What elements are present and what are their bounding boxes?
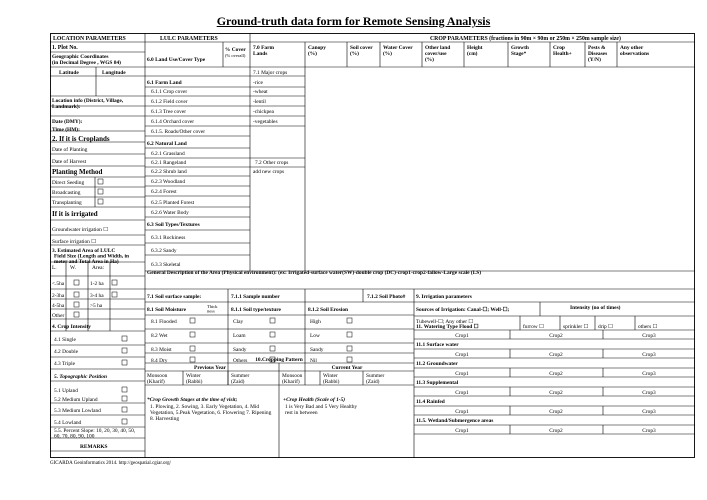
transplanting-label: Transplanting: [52, 200, 82, 206]
soil-checkbox[interactable]: [190, 357, 195, 362]
soil-texture-option-1: Clay: [233, 319, 244, 325]
topo-lowland-label: 5.4 Lowland: [54, 420, 82, 426]
crop-column-header-10: Any other observations: [620, 45, 650, 57]
major-crop-4: -chickpea: [253, 109, 274, 115]
date-of-planting-label: Date of Planting: [52, 147, 88, 153]
watering-type-flood[interactable]: 11. Watering Type Flood ☐: [416, 324, 479, 330]
percent-cover-label: % Cover: [225, 47, 246, 53]
irrigation-crop3-6: Crop3: [642, 428, 656, 434]
size-1-2-label: 1-2 ha: [90, 281, 104, 287]
size-lt-05-label: <.5ha: [52, 281, 65, 287]
lulc-item-1: 6.1 Farm Land: [147, 80, 182, 86]
season-cell-6: Summer (Zaid): [366, 373, 385, 385]
irrigation-crop3-4: Crop3: [642, 390, 656, 396]
lulc-parameters-header: LULC PARAMETERS: [160, 36, 218, 42]
major-crops-label: 7.1 Major crops: [253, 70, 288, 76]
lulc-item-10: 6.2.2 Shrub land: [151, 169, 187, 175]
area-width-label: W.: [70, 265, 76, 271]
other-crops-label: 7.2 Other crops: [255, 160, 289, 166]
soil-checkbox[interactable]: [347, 357, 352, 362]
croplands-heading: 2. If it is Croplands: [52, 135, 110, 143]
soil-checkbox[interactable]: [347, 346, 352, 351]
planting-method-heading: Planting Method: [52, 168, 103, 176]
crop-intensity-label: 4. Crop Intensity: [52, 324, 91, 330]
growth-stages-legend-title: *Crop Growth Stages at the time of visit;: [147, 397, 238, 403]
footer-credit: GICARDA Geoinformatics 2014. http://geospatial.cgiar.org/: [50, 461, 172, 466]
topo-medium-upland-label: 5.2 Medium Upland: [54, 397, 98, 403]
irrigation-sources-label[interactable]: Sources of Irrigation: Canal-☐; Well-☐;: [416, 307, 510, 313]
topo-checkboxes[interactable]: [122, 387, 127, 424]
crop-column-header-7: Growth Stage*: [511, 45, 529, 57]
size-3-4-label: 3-4 ha: [90, 293, 104, 299]
soil-checkbox[interactable]: [270, 318, 275, 323]
location-info-label: Location info (District, Village, Landmark):: [52, 98, 124, 110]
crop-health-legend-text: 1 is Very Bad and 5 Very Healthy: [285, 404, 358, 410]
lulc-item-2: 6.1.1 Crop cover: [151, 89, 188, 95]
lulc-item-6: 6.1.5. Roads/Other cover: [151, 129, 206, 135]
irrigation-section-2: 11.2 Groundwater: [416, 361, 458, 367]
irrigation-crop3-3: Crop3: [642, 371, 656, 377]
soil-erosion-option-2: Low: [310, 333, 320, 339]
major-crop-5: -vegetables: [253, 119, 278, 125]
crop-health-legend-title: +Crop Health (Scale of 1-5): [283, 397, 346, 403]
soil-texture-option-4: Others: [233, 358, 248, 364]
irrigation-crop3-1: Crop3: [642, 333, 656, 339]
lulc-item-16: 6.3.1 Rockiness: [151, 235, 186, 241]
lulc-item-11: 6.2.3 Woodland: [151, 179, 186, 185]
irrigation-crop1-4: Crop1: [455, 390, 469, 396]
surface-irrigation-checkbox[interactable]: Surface irrigation ☐: [52, 239, 97, 245]
irrigation-crop1-6: Crop1: [455, 428, 469, 434]
soil-erosion-option-1: High: [310, 319, 321, 325]
major-crop-1: -rice: [253, 80, 263, 86]
longitude-label: Longitude: [102, 70, 126, 76]
soil-texture-option-3: Sandy: [233, 347, 247, 353]
crop-column-header-2: Canopy (%): [308, 45, 326, 57]
lulc-items-list: [147, 80, 205, 268]
irrigation-crop2-3: Crop2: [549, 371, 563, 377]
general-description-label: General Description of the Area (Physical environment): (ex: Irrigated-surface water(SW)-double crop (DC)-crop1-crop2-fallow-Large scale (LS): [147, 270, 482, 276]
estimated-area-label: 3. Estimated Area of LULC Field Size (Length and Width, in meter and Total Area in Ha): [52, 248, 129, 265]
crop-parameter-columns: [253, 45, 649, 63]
add-new-crops-label: add new crops: [253, 169, 285, 175]
watering-drip[interactable]: drip ☐: [598, 324, 613, 330]
lulc-item-4: 6.1.3 Tree cover: [151, 109, 187, 115]
topographic-position-label: 5. Topographic Position: [54, 374, 107, 380]
crop-parameters-header: CROP PARAMETERS (fractions in 90m × 90m or 250m × 250m sample size): [430, 36, 621, 42]
geographic-coordinates-label: Geographic Coordinates (in Decimal Degree , WGS 84): [52, 54, 121, 66]
intensity-checkboxes[interactable]: [122, 336, 127, 365]
soil-checkbox[interactable]: [347, 332, 352, 337]
date-of-harvest-label: Date of Harvest: [52, 159, 87, 165]
season-cell-5: Winter (Rabbi): [323, 373, 340, 385]
soil-checkbox[interactable]: [190, 346, 195, 351]
lulc-item-7: 6.2 Natural Land: [147, 141, 187, 147]
crop-column-header-1: 7.0 Farm Lands: [253, 45, 274, 57]
plot-number-label: 1. Plot No.: [52, 45, 78, 51]
soil-checkbox[interactable]: [270, 346, 275, 351]
irrigation-crop2-6: Crop2: [549, 428, 563, 434]
major-crop-2: -wheat: [253, 89, 268, 95]
lulc-item-18: 6.3.3 Skeletal: [151, 262, 181, 268]
lulc-item-17: 6.3.2 Sandy: [151, 248, 177, 254]
lulc-item-9: 6.2.1 Rangeland: [151, 160, 187, 166]
soil-moisture-option-1: 8.1 Flooded: [151, 319, 177, 325]
soil-checkbox[interactable]: [190, 332, 195, 337]
lulc-item-8: 6.2.1 Grassland: [151, 151, 185, 157]
time-label: Time (HM):: [52, 127, 80, 133]
thickness-label: Thick ness: [207, 304, 218, 314]
area-length-label: L.: [52, 265, 57, 271]
date-label: Date (DMY):: [52, 119, 83, 125]
irrigation-crop1-3: Crop1: [455, 371, 469, 377]
form-title: Ground-truth data form for Remote Sensing Analysis: [216, 14, 491, 28]
size-4-5-label: 4-5ha: [52, 303, 65, 309]
form-grid: [50, 33, 695, 458]
watering-furrow[interactable]: furrow ☐: [523, 324, 544, 330]
crop-column-header-4: Water Cover (%): [383, 45, 413, 57]
irrigation-crop2-1: Crop2: [549, 333, 563, 339]
irrigation-sections: [416, 333, 656, 434]
soil-moisture-option-4: 8.4 Dry: [151, 358, 168, 364]
remarks-label: REMARKS: [80, 444, 108, 450]
season-cell-3: Summer (Zaid): [231, 373, 250, 385]
location-parameters-header: LOCATION PARAMETERS: [53, 36, 126, 42]
crop-health-legend-text-2: rest in between: [285, 410, 318, 416]
irrigation-tubewell-label[interactable]: Tubewell-☐; Any other ☐: [416, 319, 474, 325]
soil-checkbox[interactable]: [347, 318, 352, 323]
crop-column-header-3: Soil cover (%): [350, 45, 373, 57]
soil-photo-label: 7.1.2 Soil Photo#: [367, 294, 406, 300]
lulc-item-15: 6.3 Soil Types/Textures: [147, 222, 200, 228]
irrigation-crop3-2: Crop3: [642, 352, 656, 358]
soil-erosion-option-3: Sandy: [310, 347, 324, 353]
season-cells: [147, 373, 384, 385]
irrigation-crop1-1: Crop1: [455, 333, 469, 339]
soil-surface-sample-label: 7.1 Soil surface sample:: [147, 294, 202, 300]
lulc-item-14: 6.2.6 Water Body: [151, 210, 189, 216]
broadcasting-label: Broadcasting: [52, 190, 81, 196]
sample-number-label: 7.1.1 Sample number: [231, 294, 280, 300]
intensity-double-label: 4.2 Double: [54, 349, 78, 355]
transplanting-checkbox[interactable]: [98, 199, 103, 204]
intensity-triple-label: 4.3 Triple: [54, 361, 75, 367]
land-use-cover-type-label: 6.0 Land Use/Cover Type: [147, 57, 206, 63]
current-year-label: Current Year: [331, 365, 363, 371]
crop-column-header-6: Height (cm): [467, 45, 483, 57]
soil-erosion-label: 8.1.2 Soil Erosion: [308, 307, 349, 313]
lulc-item-5: 6.1.4 Orchard cover: [151, 119, 195, 125]
irrigation-section-5: 11.5. Wetland/Submergence areas: [416, 418, 494, 424]
lulc-item-12: 6.2.4 Forest: [151, 189, 177, 195]
latitude-label: Latitude: [59, 70, 79, 76]
soil-moisture-label: 8.1 Soil Moisture: [147, 307, 186, 313]
area-total-label: Area:: [92, 265, 104, 271]
irrigation-crop1-5: Crop1: [455, 409, 469, 415]
watering-others[interactable]: others ☐: [638, 324, 658, 330]
major-crop-3: -lentil: [253, 99, 266, 105]
soil-moisture-option-3: 8.3 Moist: [151, 347, 172, 353]
size-2-3-label: 2-3ha: [52, 293, 65, 299]
irrigation-section-3: 11.3 Supplemental: [416, 380, 459, 386]
groundwater-irrigation-checkbox[interactable]: Groundwater irrigation ☐: [52, 227, 109, 233]
soil-checkbox[interactable]: [270, 332, 275, 337]
irrigation-crop2-5: Crop2: [549, 409, 563, 415]
growth-stages-legend-text-3: 8. Harvesting: [150, 416, 180, 422]
broadcasting-checkbox[interactable]: [98, 189, 103, 194]
ground-truth-form-table: [50, 33, 695, 458]
size-other-label: Other: [52, 313, 65, 319]
growth-stages-legend-text: 1. Plowing, 2. Sowing, 3. Early Vegetation, 4. Mid: [150, 404, 260, 410]
soil-moisture-option-2: 8.2 Wet: [151, 333, 168, 339]
lulc-item-13: 6.2.5 Planted Forest: [151, 200, 195, 206]
season-cell-4: Monsoon (Kharif): [282, 373, 303, 385]
soil-rows: [151, 318, 352, 364]
season-cell-2: Winter (Rabbi): [186, 373, 203, 385]
growth-stages-legend-text-2: Vegetation, 5.Peak Vegetation, 6. Flowering 7. Ripening: [150, 410, 272, 416]
irrigated-heading: If it is irrigated: [52, 210, 98, 218]
crop-column-header-5: Other land cover/use (%): [425, 45, 451, 63]
percent-slope-label: 5.5. Percent Slope: 10, 20, 30, 40, 50, 60, 70, 80, 90, 100: [54, 428, 136, 440]
irrigation-crop1-2: Crop1: [455, 352, 469, 358]
soil-texture-label: 8.1.1 Soil type/texture: [231, 307, 281, 313]
irrigation-crop3-5: Crop3: [642, 409, 656, 415]
direct-seeding-label: Direct Seeding: [52, 180, 85, 186]
percent-overall-label: (% overall): [225, 53, 246, 58]
intensity-times-label: Intensity (no of times): [570, 305, 621, 311]
lulc-item-3: 6.1.2 Field cover: [151, 99, 188, 105]
cropping-pattern-label: 10.Cropping Pattern: [255, 357, 303, 363]
previous-year-label: Previous Year: [194, 365, 226, 371]
intensity-single-label: 4.1 Single: [54, 337, 76, 343]
crop-column-header-8: Crop Health+: [553, 45, 572, 57]
watering-sprinkler[interactable]: sprinkler ☐: [563, 324, 589, 330]
crop-column-header-9: Pests & Diseases (Y/N): [588, 45, 608, 63]
size-gt-5-label: >5 ha: [90, 303, 103, 309]
soil-erosion-option-4: Nil: [310, 358, 317, 364]
irrigation-crop2-4: Crop2: [549, 390, 563, 396]
soil-texture-option-2: Loam: [233, 333, 246, 339]
irrigation-section-1: 11.1 Surface water: [416, 342, 459, 348]
irrigation-parameters-label: 9. Irrigation parameters: [416, 294, 472, 300]
season-cell-1: Monsoon (Kharif): [147, 373, 168, 385]
direct-seeding-checkbox[interactable]: [98, 179, 103, 184]
irrigation-crop2-2: Crop2: [549, 352, 563, 358]
soil-checkbox[interactable]: [190, 318, 195, 323]
topo-upland-label: 5.1 Upland: [54, 388, 78, 394]
topo-medium-lowland-label: 5.3 Medium Lowland: [54, 408, 101, 414]
irrigation-section-4: 11.4 Rainfed: [416, 399, 445, 405]
